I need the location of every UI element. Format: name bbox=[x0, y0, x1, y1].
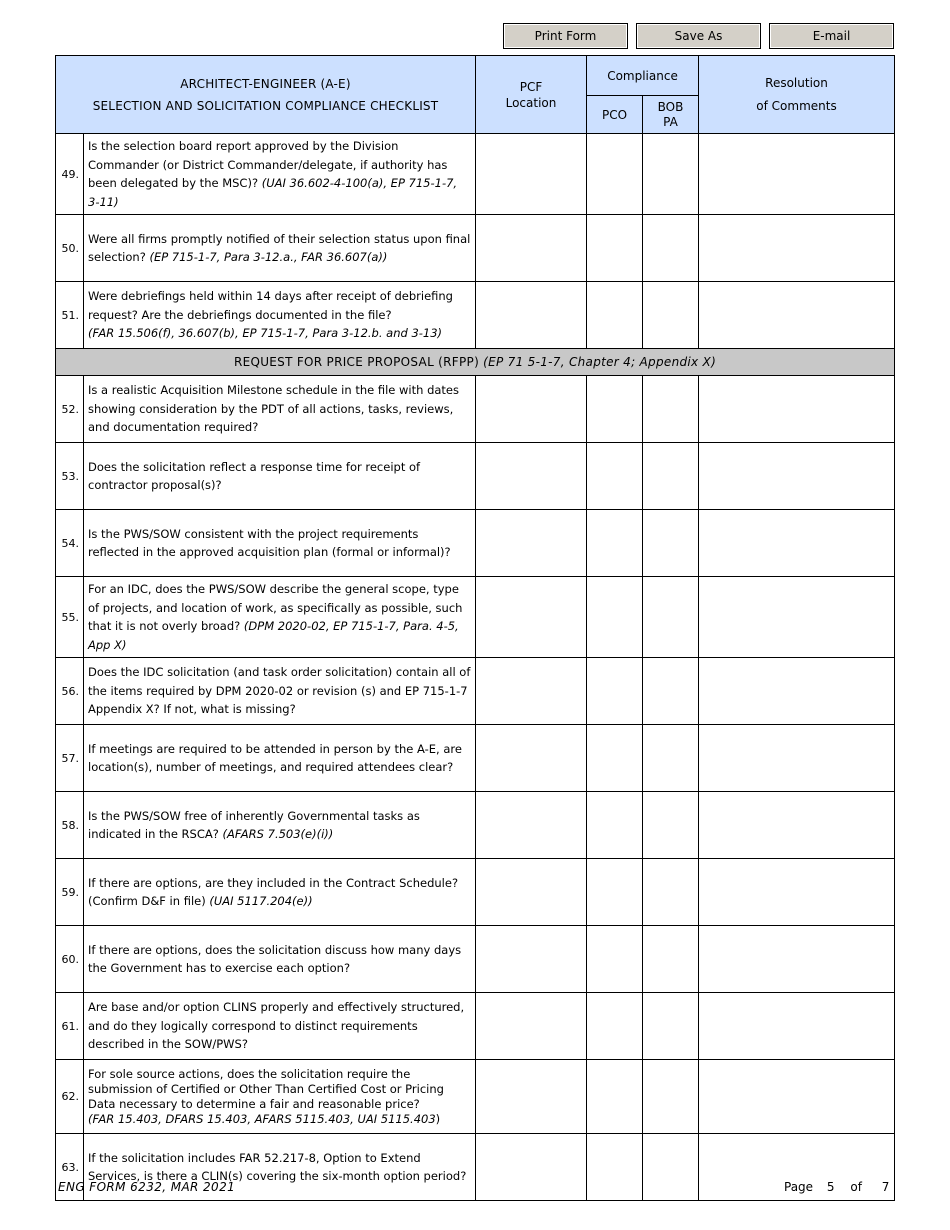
pcf-location-input[interactable] bbox=[476, 443, 587, 510]
bob-pa-input[interactable] bbox=[643, 725, 699, 792]
pco-input[interactable] bbox=[587, 658, 643, 725]
resolution-input[interactable] bbox=[699, 376, 895, 443]
resolution-input[interactable] bbox=[699, 215, 895, 282]
pco-input[interactable] bbox=[587, 510, 643, 577]
item-number: 55. bbox=[56, 577, 84, 658]
question-reference: (EP 715-1-7, Para 3-12.a., FAR 36.607(a)) bbox=[149, 250, 388, 264]
pcf-location-header bbox=[476, 56, 587, 134]
checklist-row bbox=[56, 725, 895, 792]
pco-input[interactable] bbox=[587, 577, 643, 658]
form-title-line1: ARCHITECT-ENGINEER (A-E) bbox=[180, 76, 351, 91]
resolution-input[interactable] bbox=[699, 510, 895, 577]
question-text: For sole source actions, does the solicitation require the submission of Certified or Other Than Certified Cost or Pricing Data necessary to determine a fair and reasonable price? bbox=[88, 1066, 444, 1111]
question-text: If there are options, are they included in the Contract Schedule? (Confirm D&F in file) bbox=[88, 875, 459, 908]
pco-input[interactable] bbox=[587, 215, 643, 282]
resolution-input[interactable] bbox=[699, 859, 895, 926]
bob-pa-input[interactable] bbox=[643, 1134, 699, 1201]
bob-pa-input[interactable] bbox=[643, 658, 699, 725]
bob-pa-input[interactable] bbox=[643, 215, 699, 282]
item-number: 53. bbox=[56, 443, 84, 510]
question-reference: (DPM 2020-02, EP 715-1-7, Para. 4-5, App X) bbox=[88, 619, 459, 652]
pco-header: PCO bbox=[587, 96, 643, 134]
resolution-input[interactable] bbox=[699, 993, 895, 1060]
pco-input[interactable] bbox=[587, 443, 643, 510]
pcf-location-input[interactable] bbox=[476, 376, 587, 443]
checklist-row bbox=[56, 658, 895, 725]
question-cell bbox=[84, 282, 476, 349]
pcf-label: PCF bbox=[519, 79, 543, 94]
item-number: 62. bbox=[56, 1060, 84, 1134]
pco-input[interactable] bbox=[587, 376, 643, 443]
resolution-input[interactable] bbox=[699, 792, 895, 859]
resolution-input[interactable] bbox=[699, 577, 895, 658]
resolution-input[interactable] bbox=[699, 658, 895, 725]
bob-pa-input[interactable] bbox=[643, 792, 699, 859]
question-text: Were all firms promptly notified of their selection status upon final selection? bbox=[88, 231, 471, 264]
item-number: 56. bbox=[56, 658, 84, 725]
item-number: 60. bbox=[56, 926, 84, 993]
bob-pa-input[interactable] bbox=[643, 282, 699, 349]
question-cell bbox=[84, 725, 476, 792]
question-cell bbox=[84, 993, 476, 1060]
pco-input[interactable] bbox=[587, 1134, 643, 1201]
question-text: Is a realistic Acquisition Milestone schedule in the file with dates showing consideration by the PDT of all actions, tasks, reviews, and documentation required? bbox=[88, 383, 459, 435]
pcf-location-input[interactable] bbox=[476, 1134, 587, 1201]
question-cell bbox=[84, 1060, 476, 1134]
section-header-rfpp bbox=[56, 349, 895, 376]
item-number: 59. bbox=[56, 859, 84, 926]
section-reference: (EP 71 5-1-7, Chapter 4; Appendix X) bbox=[483, 355, 717, 369]
checklist-row bbox=[56, 577, 895, 658]
page-indicator bbox=[784, 1180, 889, 1194]
resolution-input[interactable] bbox=[699, 1060, 895, 1134]
bob-pa-input[interactable] bbox=[643, 376, 699, 443]
reference-tail: ) bbox=[435, 1111, 441, 1126]
pcf-location-input[interactable] bbox=[476, 282, 587, 349]
pco-input[interactable] bbox=[587, 993, 643, 1060]
item-number: 52. bbox=[56, 376, 84, 443]
form-title-line2: SELECTION AND SOLICITATION COMPLIANCE CHECKLIST bbox=[92, 98, 439, 113]
question-cell bbox=[84, 376, 476, 443]
resolution-input[interactable] bbox=[699, 134, 895, 215]
pco-input[interactable] bbox=[587, 282, 643, 349]
page-label: Page bbox=[784, 1180, 814, 1194]
bob-pa-input[interactable] bbox=[643, 134, 699, 215]
question-text: Are base and/or option CLINS properly and effectively structured, and do they logically correspond to distinct requirements described in the SOW/PWS? bbox=[88, 1000, 465, 1052]
resolution-label: Resolution bbox=[765, 75, 828, 90]
question-text: Does the IDC solicitation (and task order solicitation) contain all of the items required by DPM 2020-02 or revision (s) and EP 715-1-7 Appendix X? If not, what is missing? bbox=[88, 665, 471, 717]
checklist-row bbox=[56, 926, 895, 993]
pco-input[interactable] bbox=[587, 859, 643, 926]
of-label: of bbox=[850, 1180, 862, 1194]
pcf-location-input[interactable] bbox=[476, 1060, 587, 1134]
question-reference: (UAI 36.602-4-100(a), EP 715-1-7, 3-11) bbox=[88, 176, 458, 209]
checklist-row bbox=[56, 376, 895, 443]
question-text: If the solicitation includes FAR 52.217-8, Option to Extend Services, is there a CLIN(s) covering the six-month option period? bbox=[88, 1150, 467, 1183]
bob-pa-input[interactable] bbox=[643, 443, 699, 510]
bob-pa-input[interactable] bbox=[643, 926, 699, 993]
checklist-row bbox=[56, 134, 895, 215]
section-label: REQUEST FOR PRICE PROPOSAL (RFPP) bbox=[233, 355, 480, 369]
item-number: 54. bbox=[56, 510, 84, 577]
item-number: 58. bbox=[56, 792, 84, 859]
question-text: Were debriefings held within 14 days after receipt of debriefing request? Are the debriefings documented in the file? bbox=[88, 289, 453, 322]
resolution-header bbox=[699, 56, 895, 134]
question-text: Does the solicitation reflect a response time for receipt of contractor proposal(s)? bbox=[88, 459, 421, 492]
question-reference: (UAI 5117.204(e)) bbox=[209, 894, 313, 908]
question-text: Is the selection board report approved by the Division Commander (or District Commander/delegate, if authority has been delegated by the MSC)? bbox=[88, 139, 448, 190]
pco-input[interactable] bbox=[587, 725, 643, 792]
pco-input[interactable] bbox=[587, 1060, 643, 1134]
question-cell bbox=[84, 658, 476, 725]
bob-pa-input[interactable] bbox=[643, 577, 699, 658]
bob-pa-input[interactable] bbox=[643, 510, 699, 577]
pco-input[interactable] bbox=[587, 792, 643, 859]
question-text: Is the PWS/SOW free of inherently Governmental tasks as indicated in the RSCA? bbox=[88, 808, 420, 841]
question-cell bbox=[84, 926, 476, 993]
email-button[interactable]: E-mail bbox=[769, 23, 894, 49]
question-text: If meetings are required to be attended in person by the A-E, are location(s), number of meetings, and required attendees clear? bbox=[88, 741, 462, 774]
page-number: 5 bbox=[826, 1180, 835, 1194]
location-label: Location bbox=[505, 95, 557, 110]
pcf-location-input[interactable] bbox=[476, 792, 587, 859]
checklist-row bbox=[56, 859, 895, 926]
pco-input[interactable] bbox=[587, 926, 643, 993]
item-number: 50. bbox=[56, 215, 84, 282]
question-text: For an IDC, does the PWS/SOW describe the general scope, type of projects, and location of work, as specifically as possible, such that it is not overly broad? bbox=[88, 582, 463, 633]
bob-pa-input[interactable] bbox=[643, 993, 699, 1060]
checklist-table bbox=[55, 55, 895, 1201]
bob-label: BOB bbox=[657, 99, 684, 114]
total-pages: 7 bbox=[881, 1180, 890, 1194]
save-as-button[interactable]: Save As bbox=[636, 23, 761, 49]
pcf-location-input[interactable] bbox=[476, 577, 587, 658]
question-reference: (FAR 15.506(f), 36.607(b), EP 715-1-7, Para 3-12.b. and 3-13) bbox=[88, 326, 443, 341]
bob-pa-header bbox=[643, 96, 699, 134]
bob-pa-input[interactable] bbox=[643, 1060, 699, 1134]
form-toolbar bbox=[503, 23, 894, 51]
checklist-row bbox=[56, 993, 895, 1060]
item-number: 61. bbox=[56, 993, 84, 1060]
question-cell bbox=[84, 443, 476, 510]
pcf-location-input[interactable] bbox=[476, 859, 587, 926]
pcf-location-input[interactable] bbox=[476, 926, 587, 993]
pcf-location-input[interactable] bbox=[476, 134, 587, 215]
item-number: 51. bbox=[56, 282, 84, 349]
pcf-location-input[interactable] bbox=[476, 215, 587, 282]
question-cell bbox=[84, 510, 476, 577]
question-text: Is the PWS/SOW consistent with the project requirements reflected in the approved acquisition plan (formal or informal)? bbox=[88, 526, 451, 559]
pcf-location-input[interactable] bbox=[476, 510, 587, 577]
of-comments-label: of Comments bbox=[756, 98, 837, 113]
question-cell bbox=[84, 577, 476, 658]
question-cell bbox=[84, 792, 476, 859]
pcf-location-input[interactable] bbox=[476, 658, 587, 725]
checklist-row bbox=[56, 510, 895, 577]
question-reference: (FAR 15.403, DFARS 15.403, AFARS 5115.403, UAI 5115.403 bbox=[88, 1111, 436, 1126]
question-cell bbox=[84, 215, 476, 282]
pcf-location-input[interactable] bbox=[476, 993, 587, 1060]
checklist-row bbox=[56, 443, 895, 510]
checklist-row bbox=[56, 215, 895, 282]
question-reference: (AFARS 7.503(e)(i)) bbox=[222, 827, 334, 841]
checklist-row bbox=[56, 282, 895, 349]
question-cell bbox=[84, 859, 476, 926]
form-title bbox=[56, 56, 476, 134]
item-number: 63. bbox=[56, 1134, 84, 1201]
item-number: 57. bbox=[56, 725, 84, 792]
bob-pa-input[interactable] bbox=[643, 859, 699, 926]
compliance-header: Compliance bbox=[587, 56, 699, 96]
pcf-location-input[interactable] bbox=[476, 725, 587, 792]
pco-input[interactable] bbox=[587, 134, 643, 215]
question-text: If there are options, does the solicitation discuss how many days the Government has to exercise each option? bbox=[88, 942, 462, 975]
form-number: ENG FORM 6232, MAR 2021 bbox=[58, 1180, 236, 1194]
checklist-row bbox=[56, 792, 895, 859]
resolution-input[interactable] bbox=[699, 725, 895, 792]
question-cell bbox=[84, 134, 476, 215]
resolution-input[interactable] bbox=[699, 926, 895, 993]
resolution-input[interactable] bbox=[699, 443, 895, 510]
resolution-input[interactable] bbox=[699, 282, 895, 349]
checklist-row bbox=[56, 1060, 895, 1134]
item-number: 49. bbox=[56, 134, 84, 215]
print-form-button[interactable]: Print Form bbox=[503, 23, 628, 49]
pa-label: PA bbox=[663, 114, 678, 129]
